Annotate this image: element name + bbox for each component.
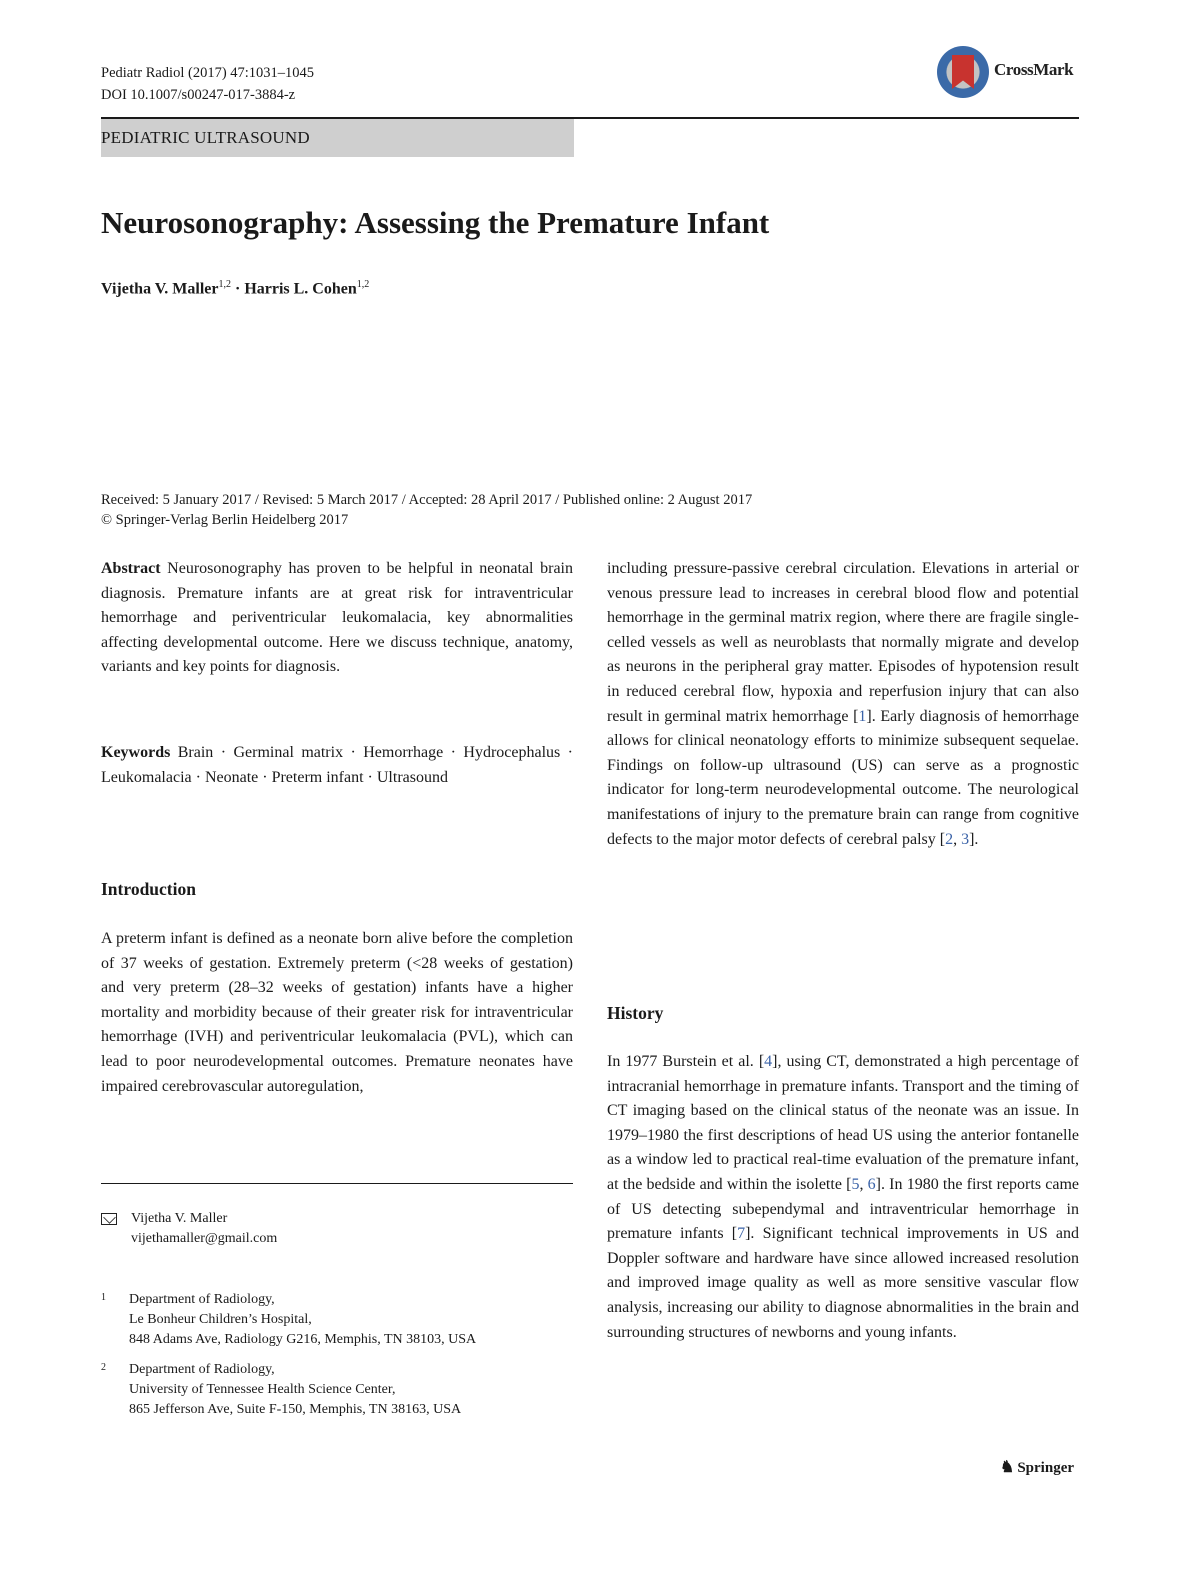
section-tag-label: PEDIATRIC ULTRASOUND	[101, 128, 310, 147]
citation-link[interactable]: 2	[945, 830, 954, 848]
crossmark-label: CrossMark	[994, 60, 1074, 79]
paragraph-text: ].	[969, 830, 979, 848]
citation-link[interactable]: 7	[737, 1225, 746, 1243]
copyright-notice: © Springer-Verlag Berlin Heidelberg 2017	[101, 512, 349, 528]
introduction-continued	[607, 557, 1079, 852]
citation-link[interactable]: 3	[961, 830, 970, 848]
envelope-icon	[101, 1213, 117, 1225]
keywords-label: Keywords	[101, 744, 171, 761]
keywords	[101, 741, 573, 790]
abstract	[101, 557, 573, 680]
paragraph-text: ], using CT, demonstrated a high percentage of intracranial hemorrhage in premature infants. Transport and the timing of CT imaging based on the clinical status of the neonate was an issue. In 1979–1980 the first descriptions of head US using the anterior fontanelle as a window led to practical real-time evaluation of the premature infant, at the bedside and within the isolette [	[607, 1053, 1080, 1193]
contact-email[interactable]: vijethamaller@gmail.com	[131, 1231, 278, 1246]
author-list	[101, 279, 369, 298]
affiliation-number: 2	[101, 1362, 106, 1373]
paragraph-text: ]. Early diagnosis of hemorrhage allows for clinical neonatology efforts to minimize subsequent sequelae. Findings on follow-up ultrasound (US) can serve as a prognostic indicator for long-term neurodevelopmental outcome. The neurological manifestations of injury to the premature brain can range from cognitive defects to the major motor defects of cerebral palsy [	[607, 707, 1079, 848]
introduction-body	[101, 927, 573, 1099]
section-heading: History	[607, 1003, 664, 1023]
publisher-name: Springer	[1017, 1460, 1075, 1476]
affiliation-line: Department of Radiology,	[129, 1292, 275, 1307]
paragraph-text: ]. Significant technical improvements in US and Doppler software and hardware have since allowed increased resolution and improved image quality as well as more sensitive vascular flow analysis, increasing our ability to diagnose abnormalities in the brain and surrounding structures of newborns and young infants.	[607, 1225, 1079, 1341]
affiliation-line: Le Bonheur Children’s Hospital,	[129, 1312, 312, 1327]
abstract-label: Abstract	[101, 560, 161, 577]
paragraph-text: including pressure-passive cerebral circulation. Elevations in arterial or venous pressure lead to increases in cerebral blood flow and potential hemorrhage in the germinal matrix region, where there are fragile single-celled vessels as well as neuroblasts that normally migrate and develop as neurons in the peripheral gray matter. Episodes of hypotension result in reduced cerebral flow, hypoxia and reperfusion injury that can also result in germinal matrix hemorrhage [	[607, 560, 1079, 725]
publication-dates: Received: 5 January 2017 / Revised: 5 March 2017 / Accepted: 28 April 2017 / Published online: 2 August 2017	[101, 492, 753, 508]
abstract-text: Neurosonography has proven to be helpful in neonatal brain diagnosis. Premature infants are at great risk for intraventricular hemorrhage and periventricular leukomalacia, key abnormalities affecting developmental outcome. Here we discuss technique, anatomy, variants and key points for diagnosis.	[101, 560, 573, 676]
affiliation-number: 1	[101, 1292, 106, 1303]
publisher-logo	[1000, 1457, 1074, 1477]
citation-link[interactable]: 6	[867, 1175, 876, 1193]
introduction-section	[101, 877, 573, 902]
author-affiliation-marker: 1,2	[218, 279, 231, 290]
article-title: Neurosonography: Assessing the Premature Infant	[101, 205, 770, 240]
citation-separator: ,	[859, 1175, 868, 1193]
journal-citation: Pediatr Radiol (2017) 47:1031–1045	[101, 65, 315, 81]
history-body	[607, 1050, 1079, 1345]
crossmark-badge[interactable]	[937, 44, 1082, 104]
contact-name: Vijetha V. Maller	[131, 1211, 228, 1226]
section-heading: Introduction	[101, 879, 196, 899]
section-tag	[101, 119, 574, 157]
paragraph: A preterm infant is defined as a neonate born alive before the completion of 37 weeks of gestation. Extremely preterm (<28 weeks of gestation) and very preterm (28–32 weeks of gestation) infants have a higher mortality and morbidity because of their greater risk for intraventricular hemorrhage (IVH) and periventricular leukomalacia (PVL), which can lead to poor neurodevelopmental outcomes. Premature neonates have impaired cerebrovascular autoregulation,	[101, 930, 573, 1095]
author-name[interactable]: Harris L. Cohen	[244, 280, 357, 298]
citation-link[interactable]: 1	[858, 707, 867, 725]
keywords-text: Brain · Germinal matrix · Hemorrhage · Hydrocephalus · Leukomalacia · Neonate · Preterm infant · Ultrasound	[101, 744, 573, 786]
footnote-rule	[101, 1183, 573, 1184]
citation-link[interactable]: 4	[764, 1053, 773, 1070]
history-section	[607, 1001, 1079, 1026]
citation-separator: ,	[953, 830, 962, 848]
affiliation-line: 865 Jefferson Ave, Suite F-150, Memphis, TN 38163, USA	[129, 1402, 462, 1417]
citation-link[interactable]: 5	[851, 1175, 860, 1193]
author-affiliation-marker: 1,2	[356, 279, 370, 290]
affiliation-line: 848 Adams Ave, Radiology G216, Memphis, TN 38103, USA	[129, 1332, 477, 1347]
paragraph-text: ]. In 1980 the first reports came of US detecting subependymal and intraventricular hemorrhage in premature infants [	[607, 1175, 1080, 1243]
doi[interactable]: DOI 10.1007/s00247-017-3884-z	[101, 87, 296, 103]
springer-horse-icon: ♞	[1000, 1459, 1015, 1476]
author-separator: ·	[230, 280, 245, 298]
affiliation-line: Department of Radiology,	[129, 1362, 275, 1377]
paragraph-text: In 1977 Burstein et al. [	[607, 1053, 765, 1070]
affiliation-line: University of Tennessee Health Science Center,	[129, 1382, 396, 1397]
author-name[interactable]: Vijetha V. Maller	[101, 280, 219, 298]
crossmark-icon	[937, 46, 989, 98]
